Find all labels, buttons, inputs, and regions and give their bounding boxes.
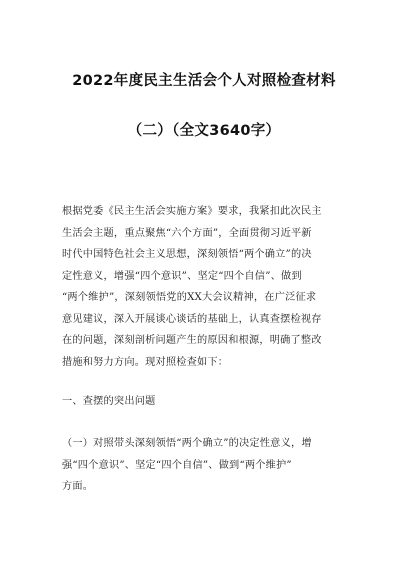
- paragraph-line: 强“四个意识”、坚定“四个自信”、做到“两个维护”: [62, 459, 292, 471]
- paragraph-line: 定性意义，增强“四个意识”、坚定“四个自信”、做到: [62, 270, 302, 282]
- document-subtitle: （二）（全文3640字）: [127, 123, 281, 139]
- paragraph-line: 根据党委《民主生活会实施方案》要求，我紧扣此次民主: [62, 206, 322, 217]
- paragraph-line: “两个维护”，深刻领悟党的XX大会议精神，在广泛征求: [62, 292, 317, 303]
- paragraph-line: 在的问题，深刻剖析问题产生的原因和根源，明确了整改: [62, 335, 322, 346]
- intro-paragraph: [62, 201, 352, 373]
- paragraph-line: 时代中国特色社会主义思想，深刻领悟“两个确立”的决: [62, 249, 312, 260]
- section-heading: [62, 391, 352, 413]
- section-heading-text: 一、查摆的突出问题: [62, 396, 156, 407]
- paragraph-line: 意见建议，深入开展谈心谈话的基础上，认真查摆检视存: [62, 313, 322, 325]
- paragraph-line: （一）对照带头深刻领悟“两个确立”的决定性意义，增: [62, 438, 312, 449]
- document-title: 2022年度民主生活会个人对照检查材料: [72, 73, 336, 89]
- paragraph-line: 措施和努力方向。现对照检查如下：: [62, 356, 229, 368]
- paragraph-line: 生活会主题，重点聚焦“六个方面”，全面贯彻习近平新: [62, 227, 312, 239]
- paragraph-line: 方面。: [62, 481, 94, 492]
- subsection-paragraph: [62, 433, 352, 498]
